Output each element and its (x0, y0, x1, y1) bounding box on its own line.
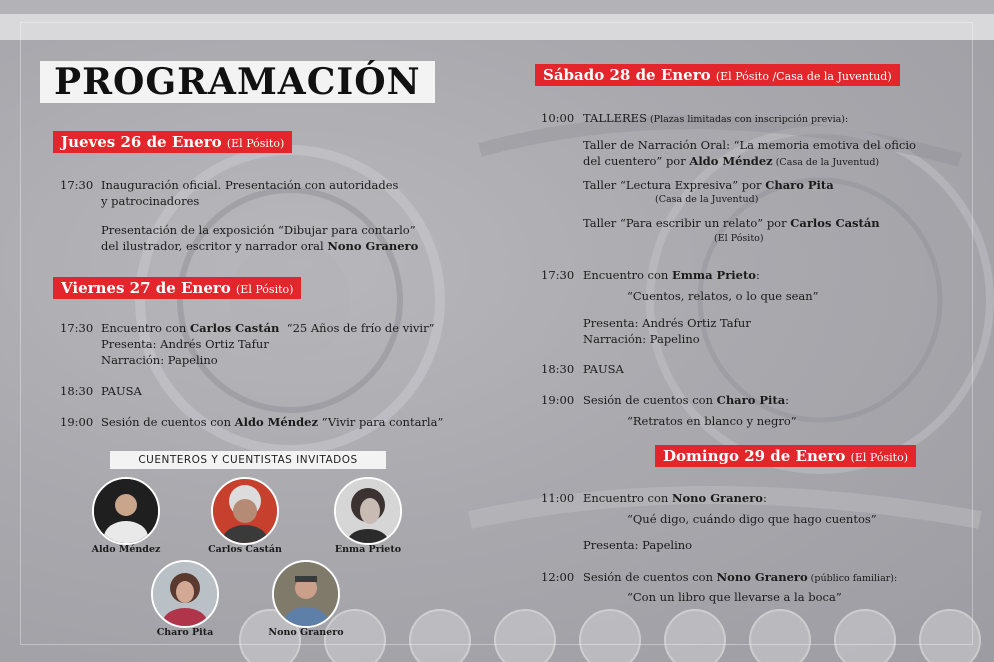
event-text (101, 238, 418, 254)
event-time: 11:00 (541, 491, 575, 505)
event-quote: “Retratos en blanco y negro” (627, 414, 797, 428)
event-text (101, 414, 443, 430)
day-location: (El Pósito /Casa de la Juventud) (715, 70, 892, 83)
event-note: (Casa de la Juventud) (772, 157, 880, 168)
event-text: PAUSA (583, 362, 624, 376)
event-text (583, 569, 897, 587)
portrait-enma-prieto (334, 477, 402, 545)
portrait-carlos-castan (211, 477, 279, 545)
event-time: 17:30 (541, 268, 575, 282)
portrait-aldo-mendez (92, 477, 160, 545)
event-text-part: Taller “Para escribir un relato” por (583, 216, 791, 230)
performer-name: Carlos Castán (190, 321, 280, 335)
event-time: 17:30 (60, 321, 94, 335)
performer-name: Nono Granero (327, 239, 419, 253)
event-text-part: : (762, 491, 767, 505)
event-text: Narración: Papelino (101, 353, 218, 367)
event-text-part: Taller “Lectura Expresiva” por (583, 178, 766, 192)
event-note: (El Pósito) (714, 233, 764, 244)
day-label: Domingo 29 de Enero (663, 447, 846, 465)
event-text-part: Encuentro con (583, 268, 672, 282)
page-title: PROGRAMACIÓN (40, 61, 435, 103)
performer-name: Nono Granero (672, 491, 763, 505)
guest-name: Enma Prieto (334, 544, 402, 555)
event-time: 18:30 (60, 384, 94, 398)
event-text (583, 177, 834, 193)
event-text-part: TALLERES (583, 111, 647, 125)
event-text: Taller de Narración Oral: “La memoria emotiva del oficio (583, 138, 916, 152)
event-text (583, 153, 879, 171)
performer-name: Carlos Castán (790, 216, 880, 230)
event-text-part: del ilustrador, escritor y narrador oral (101, 239, 328, 253)
event-text (583, 110, 848, 128)
event-text-part: : (785, 393, 790, 407)
event-quote: “Qué digo, cuándo digo que hago cuentos” (627, 512, 877, 526)
day-label: Jueves 26 de Enero (61, 133, 222, 151)
portrait-nono-granero (272, 560, 340, 628)
event-text-part: : (755, 268, 760, 282)
event-text-part: Encuentro con (583, 491, 672, 505)
event-time: 10:00 (541, 111, 575, 125)
day-header-sunday (655, 445, 916, 467)
performer-name: Aldo Méndez (689, 154, 773, 168)
performer-name: Emma Prieto (672, 268, 756, 282)
guest-name: Aldo Méndez (91, 544, 161, 555)
event-text (583, 392, 789, 408)
event-text-part: Sesión de cuentos con (583, 570, 717, 584)
day-header-friday (53, 277, 301, 299)
event-text-part: del cuentero” por (583, 154, 690, 168)
event-text: Presentación de la exposición “Dibujar para contarlo” (101, 223, 416, 237)
event-text-part: “Vivir para contarla” (317, 415, 444, 429)
guest-name: Nono Granero (268, 627, 344, 638)
event-text: y patrocinadores (101, 194, 200, 208)
event-text: Presenta: Andrés Ortiz Tafur (583, 316, 751, 330)
day-label: Viernes 27 de Enero (61, 279, 231, 297)
guest-name: Carlos Castán (208, 544, 282, 555)
event-text (583, 215, 880, 231)
event-time: 19:00 (541, 393, 575, 407)
performer-name: Aldo Méndez (234, 415, 318, 429)
guest-name: Charo Pita (156, 627, 214, 638)
event-text (583, 490, 767, 506)
event-text: Narración: Papelino (583, 332, 700, 346)
event-text (101, 320, 434, 336)
day-header-thursday (53, 131, 292, 153)
event-note: (público familiar): (807, 573, 898, 584)
event-note: (Casa de la Juventud) (655, 194, 759, 205)
guests-heading: CUENTEROS Y CUENTISTAS INVITADOS (110, 451, 386, 469)
day-label: Sábado 28 de Enero (543, 66, 711, 84)
event-note: (Plazas limitadas con inscripción previa): (646, 114, 849, 125)
event-quote: “Cuentos, relatos, o lo que sean” (627, 289, 819, 303)
performer-name: Nono Granero (716, 570, 808, 584)
event-text-part: “25 Años de frío de vivir” (279, 321, 435, 335)
portrait-charo-pita (151, 560, 219, 628)
event-time: 19:00 (60, 415, 94, 429)
event-text-part: Sesión de cuentos con (583, 393, 717, 407)
day-location: (El Pósito) (226, 137, 285, 150)
event-quote: “Con un libro que llevarse a la boca” (627, 590, 842, 604)
performer-name: Charo Pita (716, 393, 786, 407)
event-text (583, 267, 760, 283)
event-text-part: Sesión de cuentos con (101, 415, 235, 429)
event-text-part: Encuentro con (101, 321, 190, 335)
event-time: 17:30 (60, 178, 94, 192)
event-time: 12:00 (541, 570, 575, 584)
event-text: Inauguración oficial. Presentación con autoridades (101, 178, 399, 192)
day-header-saturday (535, 64, 900, 86)
day-location: (El Pósito) (850, 451, 908, 464)
event-text: Presenta: Papelino (583, 538, 693, 552)
event-text: Presenta: Andrés Ortiz Tafur (101, 337, 269, 351)
event-text: PAUSA (101, 384, 142, 398)
performer-name: Charo Pita (765, 178, 834, 192)
event-time: 18:30 (541, 362, 575, 376)
day-location: (El Pósito) (236, 283, 294, 296)
